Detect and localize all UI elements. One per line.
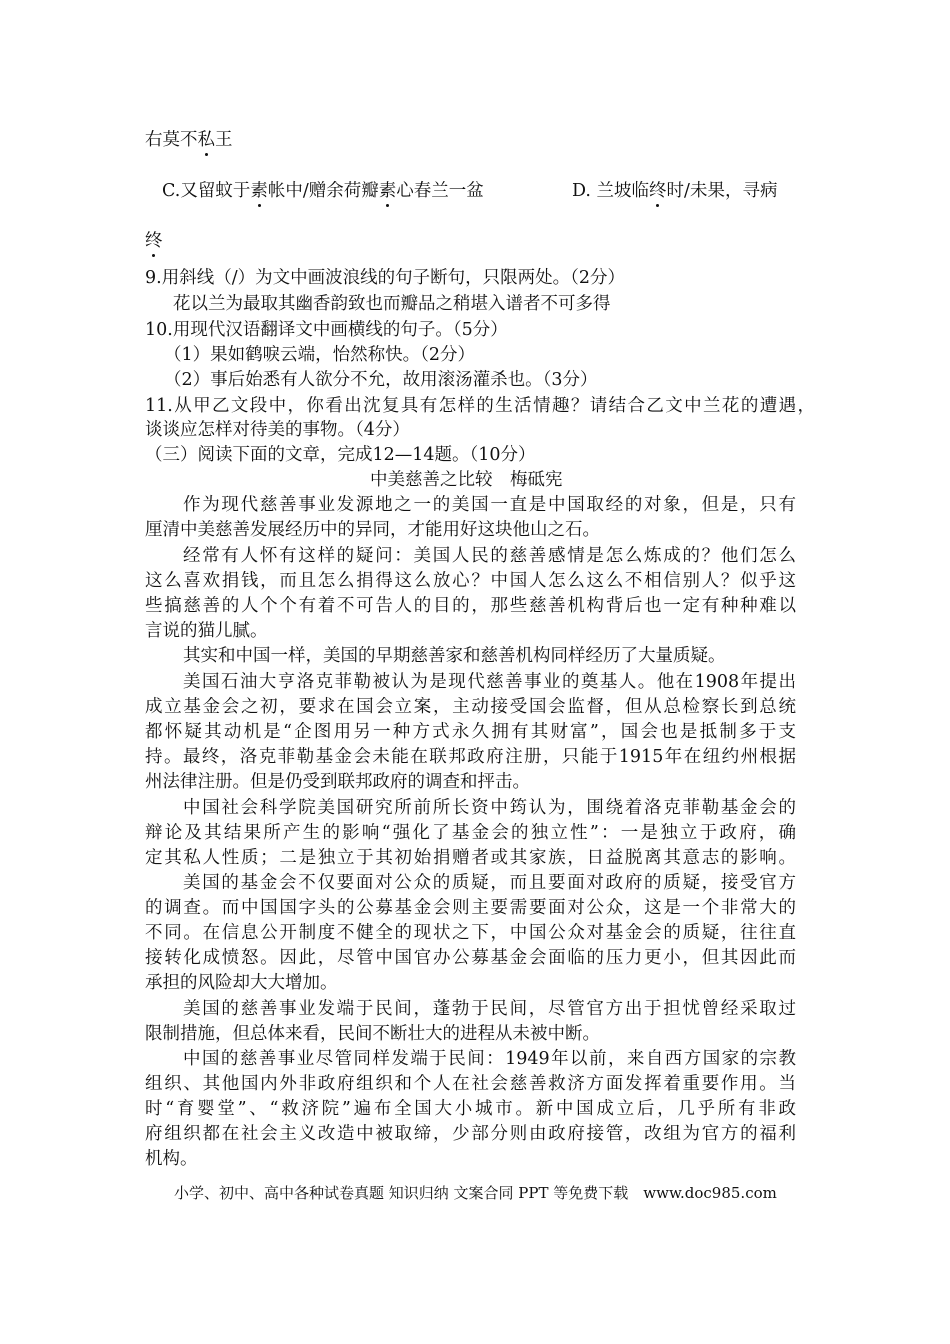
option-c — [162, 179, 484, 203]
emphasis-dot-char: 素 — [250, 181, 268, 201]
text-segment: D. 兰坡临 — [572, 181, 650, 201]
article-line: 这么喜欢捐钱，而且怎么捐得这么放心？中国人怎么这么不相信别人？似乎这 — [145, 571, 796, 591]
question-9-sentence: 花以兰为最取其幽香韵致也而瓣品之稍堪入谱者不可多得 — [173, 294, 611, 314]
question-10-sub-2: （2）事后始悉有人欲分不允，故用滚汤灌杀也。（3分） — [164, 370, 598, 390]
article-line: 中国社会科学院美国研究所前所长资中筠认为，围绕着洛克菲勒基金会的 — [183, 798, 796, 818]
option-b-continuation — [145, 128, 233, 152]
article-line: 承担的风险却大大增加。 — [145, 973, 338, 993]
emphasis-dot-char: 素 — [378, 181, 397, 201]
article-line: 机构。 — [145, 1149, 198, 1169]
article-line: 持。最终，洛克菲勒基金会未能在联邦政府注册，只能于1915年在纽约州根据 — [145, 747, 796, 767]
article-line: 州法律注册。但是仍受到联邦政府的调查和抨击。 — [145, 772, 530, 792]
article-line: 言说的猫儿腻。 — [145, 621, 268, 641]
question-11-line-2: 谈谈应怎样对待美的事物。（4分） — [145, 420, 410, 440]
article-line: 组织、其他国内外非政府组织和个人在社会慈善救济方面发挥着重要作用。当 — [145, 1074, 796, 1094]
article-line: 中国的慈善事业尽管同样发端于民间：1949年以前，来自西方国家的宗教 — [183, 1049, 796, 1069]
article-line: 都怀疑其动机是“企图用另一种方式永久拥有其财富”，国会也是抵制多于支 — [145, 722, 796, 742]
article-line: 美国的基金会不仅要面对公众的质疑，而且要面对政府的质疑，接受官方 — [183, 873, 796, 893]
section-3-heading: （三）阅读下面的文章，完成12—14题。（10分） — [145, 445, 536, 465]
question-10-sub-1: （1）果如鹤唳云端，怡然称快。（2分） — [164, 345, 476, 365]
article-line: 辩论及其结果所产生的影响“强化了基金会的独立性”：一是独立于政府，确 — [145, 823, 796, 843]
article-line: 定其私人性质；二是独立于其初始捐赠者或其家族，日益脱离其意志的影响。 — [145, 848, 796, 868]
text-segment: 心春兰一盆 — [396, 181, 484, 201]
article-line: 不同。在信息公开制度不健全的现状之下，中国公众对基金会的质疑，往往直 — [145, 923, 796, 943]
article-line: 府组织都在社会主义改造中被取缔，少部分则由政府接管，改组为官方的福利 — [145, 1124, 796, 1144]
page-footer: 小学、初中、高中各种试卷真题 知识归纳 文案合同 PPT 等免费下载 www.doc985.com — [174, 1184, 777, 1202]
article-line: 其实和中国一样，美国的早期慈善家和慈善机构同样经历了大量质疑。 — [183, 646, 726, 666]
option-d — [572, 179, 777, 203]
article-line: 厘清中美慈善发展经历中的异同，才能用好这块他山之石。 — [145, 520, 600, 540]
article-line: 些搞慈善的人个个有着不可告人的目的，那些慈善机构背后也一定有种种难以 — [145, 596, 796, 616]
article-line: 限制措施，但总体来看，民间不断壮大的进程从未被中断。 — [145, 1024, 600, 1044]
article-line: 成立基金会之初，要求在国会立案，主动接受国会监督，但从总检察长到总统 — [145, 697, 796, 717]
question-10: 10.用现代汉语翻译文中画横线的句子。（5分） — [145, 320, 508, 340]
text-segment: 王 — [215, 130, 233, 150]
article-line: 经常有人怀有这样的疑问：美国人民的慈善感情是怎么炼成的？他们怎么 — [183, 546, 796, 566]
emphasis-dot-char: 私 — [197, 130, 215, 150]
text-segment: C.又留蚊于 — [162, 181, 251, 201]
article-line: 的调查。而中国国字头的公募基金会则主要需要面对公众，这是一个非常大的 — [145, 898, 796, 918]
article-line: 美国石油大亨洛克菲勒被认为是现代慈善事业的奠基人。他在1908年提出 — [183, 672, 796, 692]
question-9: 9.用斜线（/）为文中画波浪线的句子断句，只限两处。（2分） — [145, 268, 625, 288]
emphasis-dot-char: 终 — [145, 231, 163, 251]
article-line: 接转化成愤怒。因此，尽管中国官办公募基金会面临的压力更小，但其因此而 — [145, 948, 796, 968]
article-title: 中美慈善之比较 梅砥宪 — [370, 470, 563, 490]
article-line: 时“育婴堂”、“救济院”遍布全国大小城市。新中国成立后，几乎所有非政 — [145, 1099, 796, 1119]
article-line: 作为现代慈善事业发源地之一的美国一直是中国取经的对象，但是，只有 — [183, 495, 796, 515]
text-segment: 右莫不 — [145, 130, 198, 150]
text-segment: 时/未果，寻病 — [666, 181, 778, 201]
emphasis-dot-char: 终 — [649, 181, 667, 201]
text-segment: 帐中/赠余荷瓣 — [267, 181, 379, 201]
option-d-continuation — [145, 229, 163, 253]
article-line: 美国的慈善事业发端于民间，蓬勃于民间，尽管官方出于担忧曾经采取过 — [183, 999, 796, 1019]
question-11-line-1: 11.从甲乙文段中，你看出沈复具有怎样的生活情趣？请结合乙文中兰花的遭遇， — [145, 396, 815, 416]
